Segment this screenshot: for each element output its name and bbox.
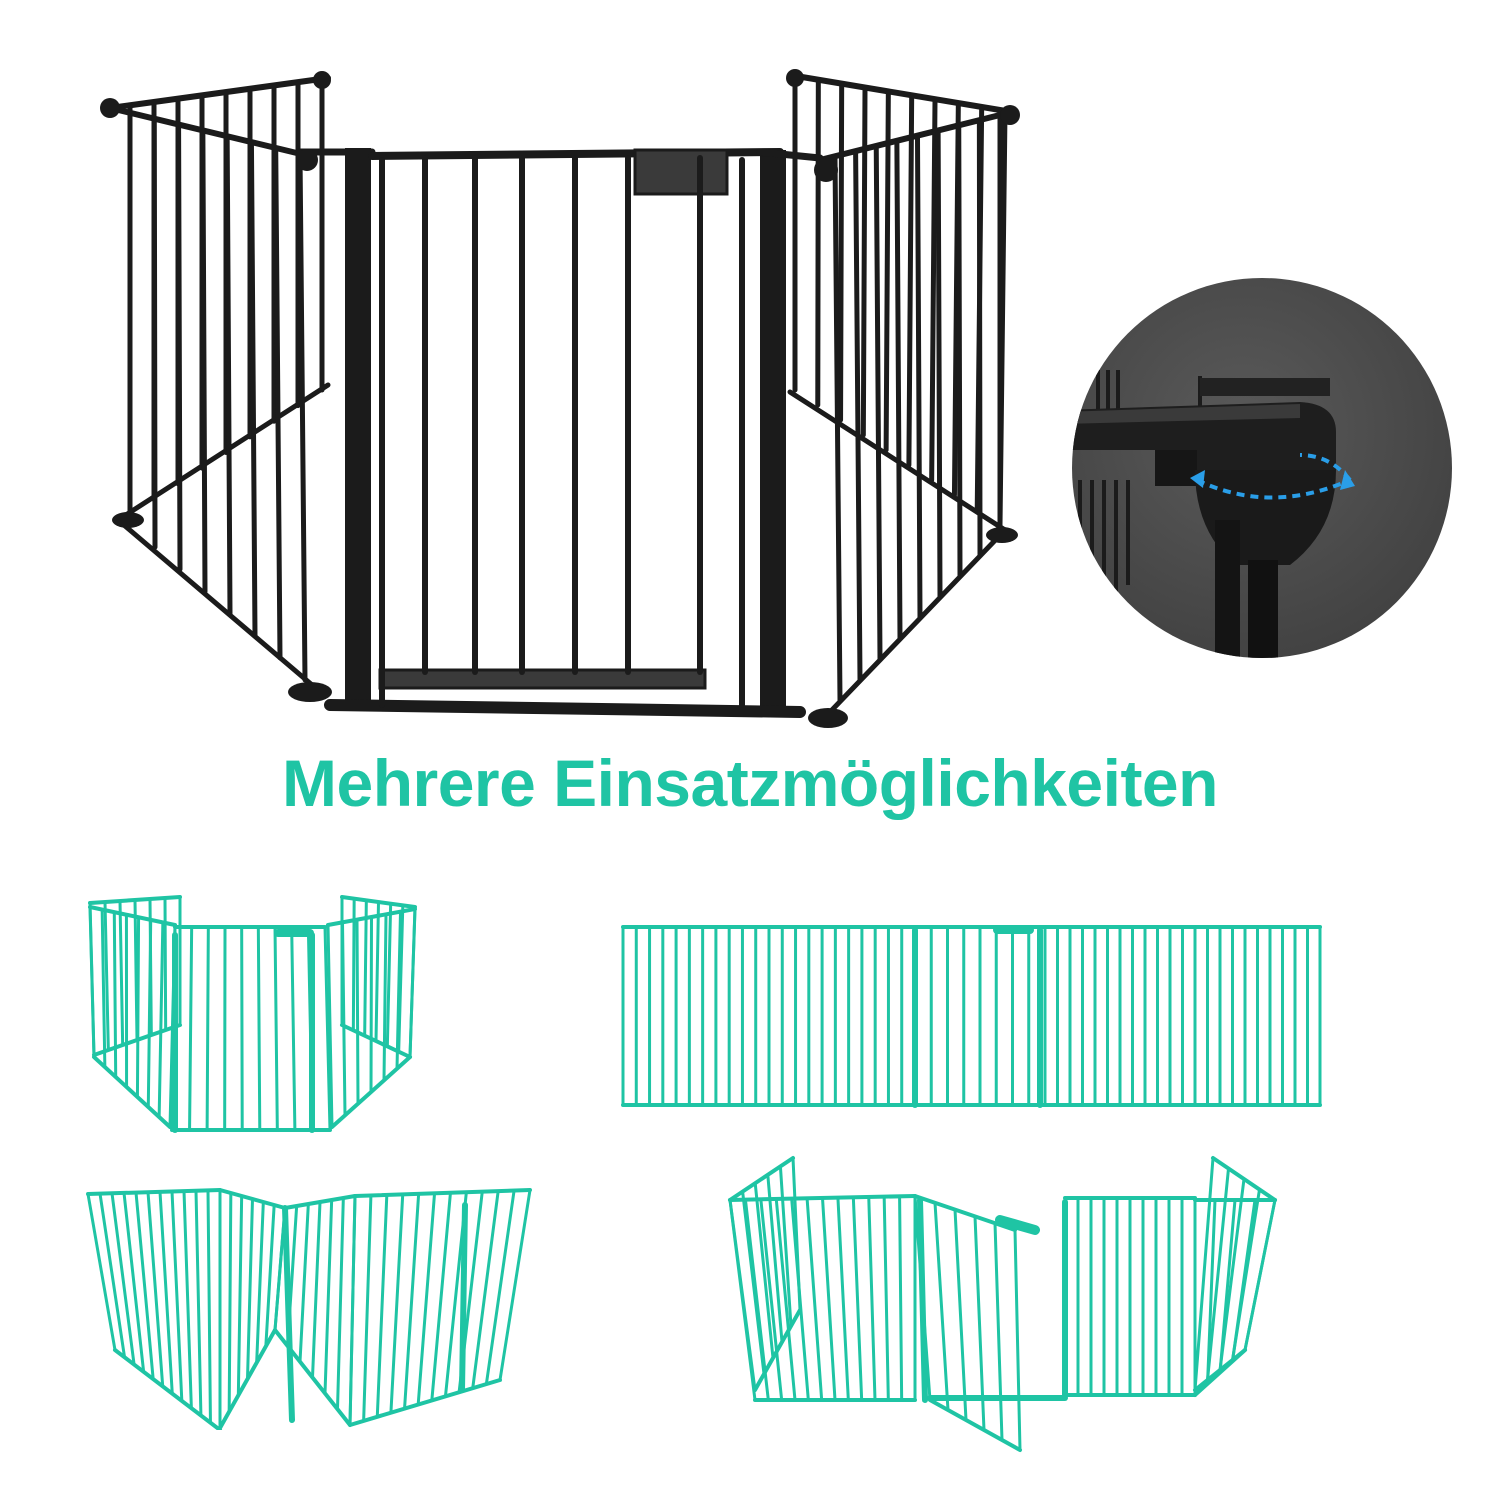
black-fireplace-gate (100, 69, 1020, 728)
variant-straight-barrier (615, 915, 1335, 1115)
left-side-panel (110, 78, 328, 690)
variant-hexagon-enclosure (80, 885, 425, 1145)
variant-open-enclosure (715, 1150, 1285, 1485)
front-door-panel (300, 148, 820, 712)
headline: Mehrere Einsatzmöglichkeiten (282, 746, 1218, 820)
variant-zigzag-room-divider (80, 1180, 545, 1430)
hinge-detail-zoom (1060, 278, 1452, 680)
